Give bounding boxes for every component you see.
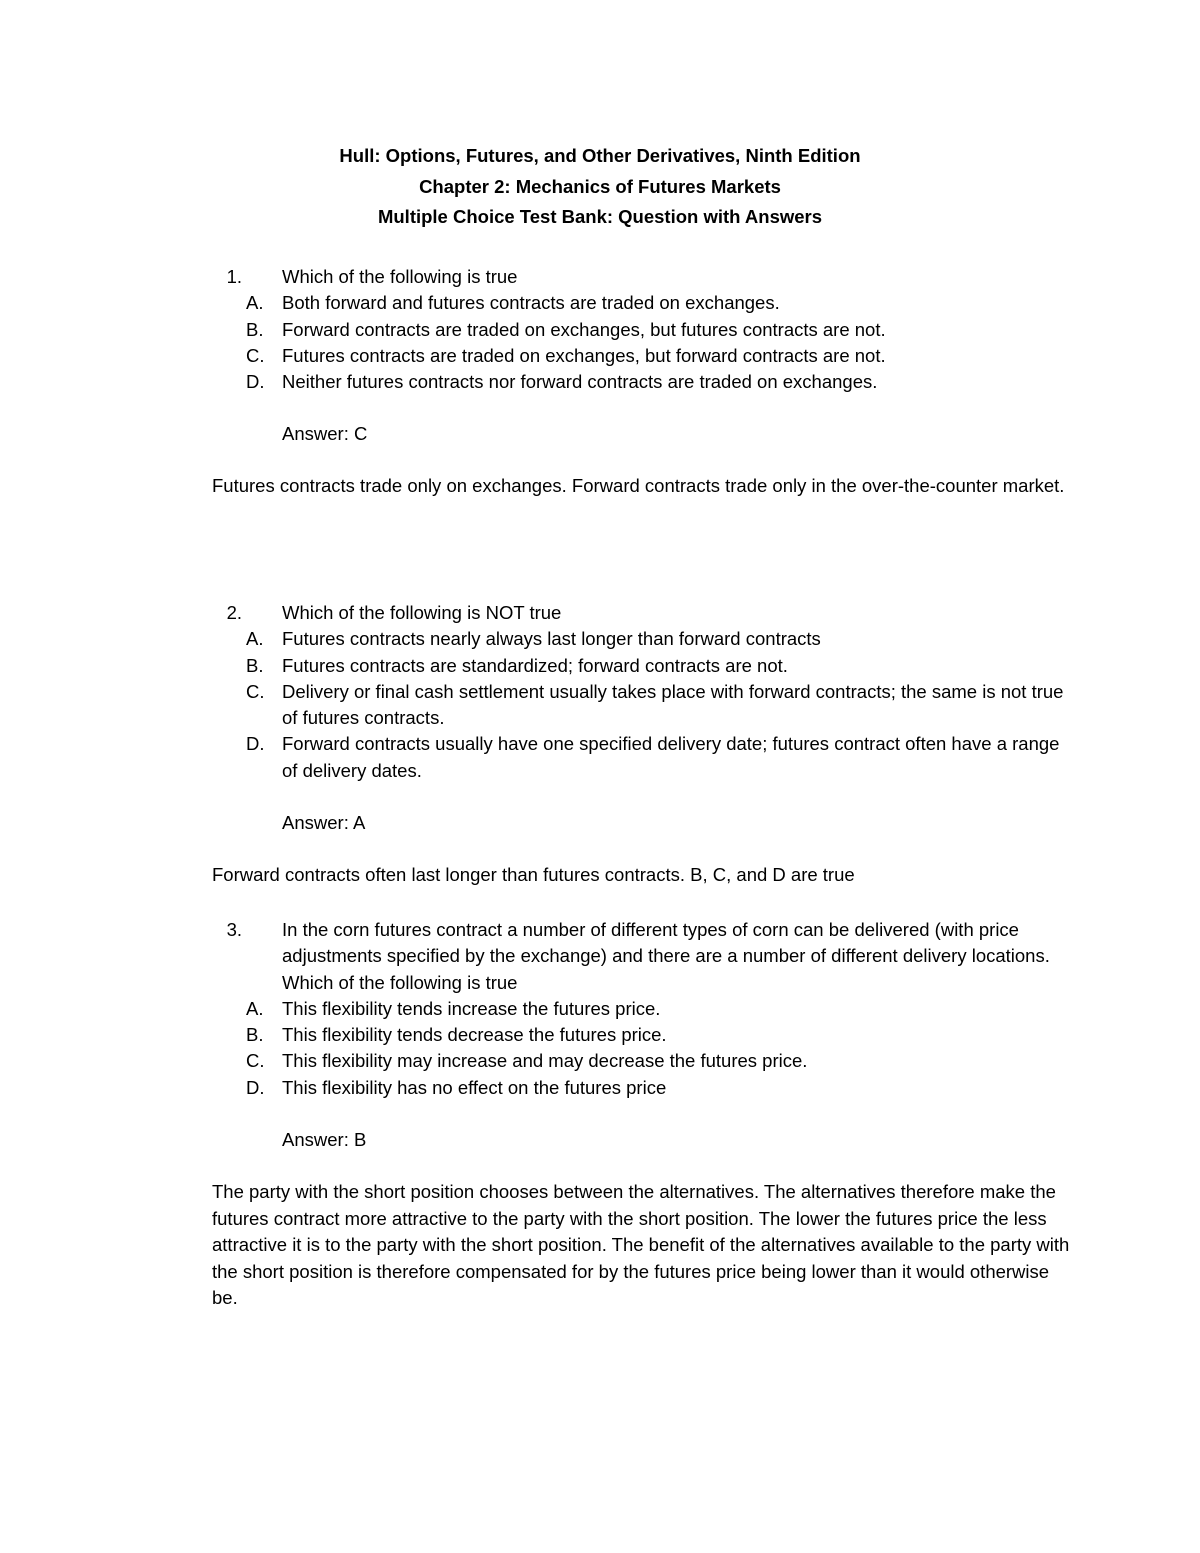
option-letter: D. <box>246 1076 265 1098</box>
option-c <box>212 343 1072 369</box>
test-bank-title: Multiple Choice Test Bank: Question with Answers <box>377 206 823 227</box>
option-a <box>212 996 1072 1022</box>
option-text: Futures contracts are traded on exchanges, but forward contracts are not. <box>282 344 886 366</box>
option-b <box>212 1022 1072 1048</box>
option-c <box>212 679 1072 732</box>
answer-explanation: Futures contracts trade only on exchanges. Forward contracts trade only in the over-the-counter market. <box>212 475 1065 497</box>
option-d <box>212 731 1072 784</box>
option-b <box>212 653 1072 679</box>
answer-line: Answer: B <box>282 1129 367 1151</box>
option-a <box>212 626 1072 652</box>
question-number: 1. <box>226 266 242 287</box>
question-text: Which of the following is NOT true <box>282 602 562 623</box>
option-text: This flexibility has no effect on the futures price <box>282 1076 667 1098</box>
option-letter: C. <box>246 680 265 702</box>
option-letter: A. <box>246 997 264 1019</box>
question-text: Which of the following is true <box>282 266 518 287</box>
option-text: Neither futures contracts nor forward contracts are traded on exchanges. <box>282 371 878 393</box>
option-letter: C. <box>246 344 265 366</box>
option-text: Both forward and futures contracts are traded on exchanges. <box>282 292 780 314</box>
option-letter: C. <box>246 1050 265 1072</box>
option-letter: B. <box>246 318 264 340</box>
option-letter: D. <box>246 371 265 393</box>
question-stem <box>212 917 1072 996</box>
question-3 <box>212 917 1072 1312</box>
question-2 <box>212 600 1072 889</box>
option-text: This flexibility tends increase the futures price. <box>282 997 661 1019</box>
option-text: Futures contracts are standardized; forward contracts are not. <box>282 654 788 676</box>
option-text: This flexibility tends decrease the futures price. <box>282 1024 667 1046</box>
option-letter: A. <box>246 628 264 650</box>
question-number: 3. <box>226 919 242 940</box>
question-stem <box>212 600 1072 626</box>
question-text: In the corn futures contract a number of different types of corn can be delivered (with price adjustments specified by the exchange) and there are a number of different delivery locations. Which of the following is true <box>282 919 1050 993</box>
option-d <box>212 1075 1072 1101</box>
option-text: Delivery or final cash settlement usually takes place with forward contracts; the same is not true of futures contracts. <box>282 680 1064 729</box>
answer-line: Answer: A <box>282 812 366 834</box>
option-text: Futures contracts nearly always last longer than forward contracts <box>282 628 821 650</box>
option-a <box>212 290 1072 316</box>
answer-line: Answer: C <box>282 423 368 445</box>
question-number: 2. <box>226 602 242 623</box>
option-text: Forward contracts usually have one specified delivery date; futures contract often have a range of delivery dates. <box>282 733 1060 781</box>
document-header <box>0 144 1200 236</box>
chapter-title: Chapter 2: Mechanics of Futures Markets <box>419 175 781 197</box>
book-title: Hull: Options, Futures, and Other Derivatives, Ninth Edition <box>339 145 861 166</box>
option-letter: A. <box>246 292 264 314</box>
option-b <box>212 317 1072 343</box>
option-letter: D. <box>246 733 265 755</box>
question-stem <box>212 264 1072 290</box>
option-c <box>212 1048 1072 1074</box>
answer-explanation: The party with the short position chooses between the alternatives. The alternatives therefore make the futures contract more attractive to the party with the short position. The lower the futures price the less attractive it is to the party with the short position. The benefit of the alternatives available to the party with the short position is therefore compensated for by the futures price being lower than it would otherwise be. <box>212 1181 1070 1309</box>
option-letter: B. <box>246 1024 264 1046</box>
question-1 <box>212 264 1072 500</box>
option-text: This flexibility may increase and may decrease the futures price. <box>282 1050 808 1072</box>
option-d <box>212 369 1072 395</box>
option-text: Forward contracts are traded on exchanges, but futures contracts are not. <box>282 318 886 340</box>
option-letter: B. <box>246 654 264 676</box>
answer-explanation: Forward contracts often last longer than futures contracts. B, C, and D are true <box>212 864 855 886</box>
